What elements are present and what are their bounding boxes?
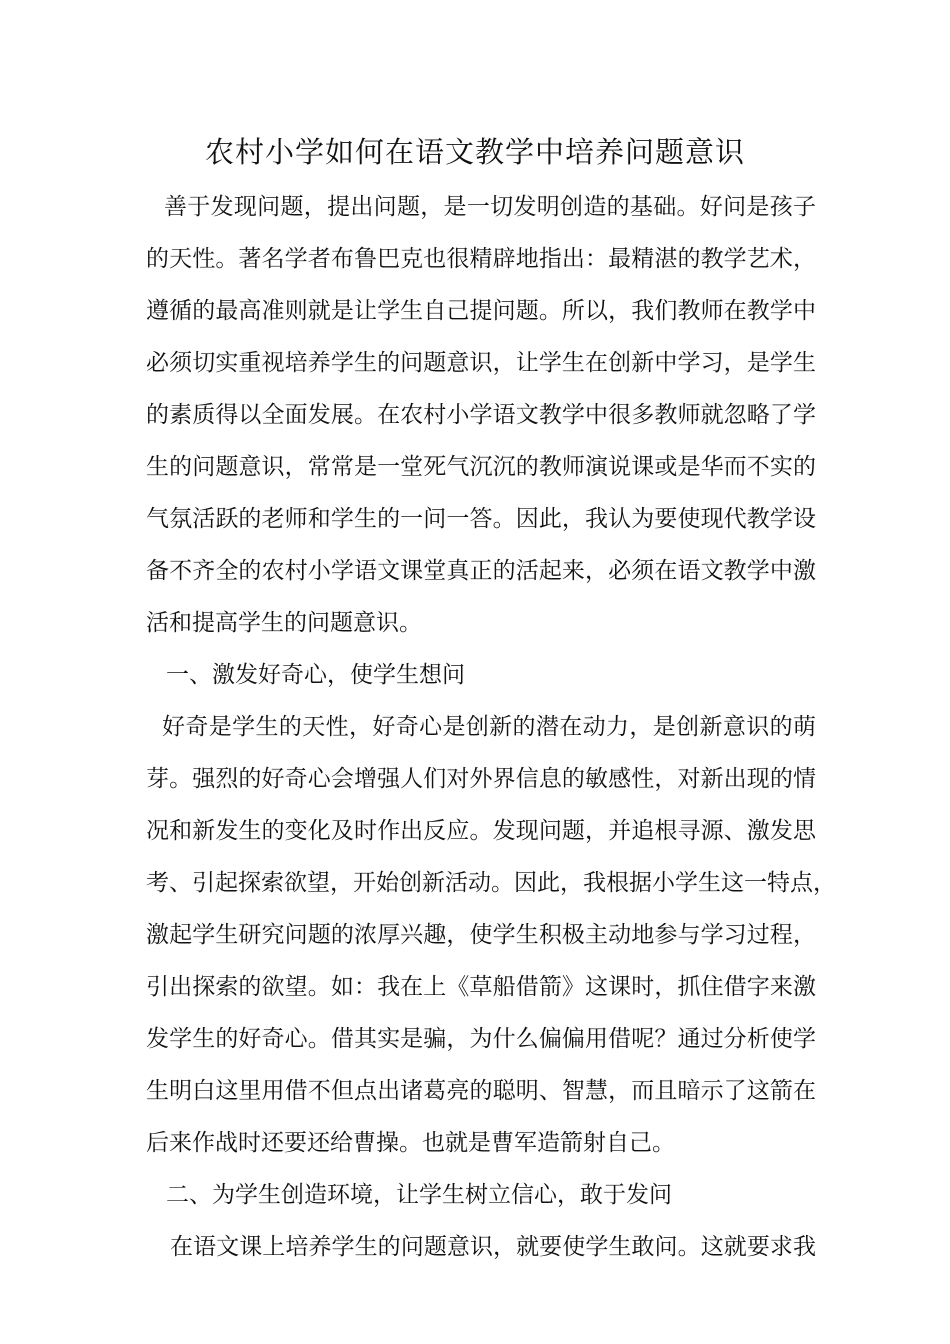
body-line: 后来作战时还要还给曹操。也就是曹军造箭射自己。 [146,1130,675,1156]
body-line: 好奇是学生的天性，好奇心是创新的潜在动力，是创新意识的萌 [162,714,816,740]
body-line: 备不齐全的农村小学语文课堂真正的活起来，必须在语文教学中激 [146,558,816,584]
body-line: 况和新发生的变化及时作出反应。发现问题，并追根寻源、激发思 [146,818,816,844]
document-title: 农村小学如何在语文教学中培养问题意识 [204,135,745,169]
body-line: 遵循的最高准则就是让学生自己提问题。所以，我们教师在教学中 [146,298,816,324]
body-line: 气氛活跃的老师和学生的一问一答。因此，我认为要使现代教学设 [146,506,816,532]
body-line: 生的问题意识，常常是一堂死气沉沉的教师演说课或是华而不实的 [146,454,816,480]
body-line: 引出探索的欲望。如：我在上《草船借箭》这课时，抓住借字来激 [146,974,816,1000]
body-line: 激起学生研究问题的浓厚兴趣，使学生积极主动地参与学习过程， [146,922,816,948]
section-heading: 二、为学生创造环境，让学生树立信心，敢于发问 [166,1182,672,1208]
body-line: 善于发现问题，提出问题，是一切发明创造的基础。好问是孩子 [164,194,816,220]
body-line: 的素质得以全面发展。在农村小学语文教学中很多教师就忽略了学 [146,402,816,428]
body-line: 必须切实重视培养学生的问题意识，让学生在创新中学习，是学生 [146,350,816,376]
body-line: 在语文课上培养学生的问题意识，就要使学生敢问。这就要求我 [170,1234,816,1260]
body-line: 芽。强烈的好奇心会增强人们对外界信息的敏感性，对新出现的情 [146,766,816,792]
section-heading: 一、激发好奇心，使学生想问 [166,662,465,688]
body-line: 发学生的好奇心。借其实是骗，为什么偏偏用借呢？通过分析使学 [146,1026,816,1052]
body-line: 生明白这里用借不但点出诸葛亮的聪明、智慧，而且暗示了这箭在 [146,1078,816,1104]
body-line: 的天性。著名学者布鲁巴克也很精辟地指出：最精湛的教学艺术， [146,246,816,272]
body-line: 考、引起探索欲望，开始创新活动。因此，我根据小学生这一特点， [146,870,836,896]
body-line: 活和提高学生的问题意识。 [146,610,422,636]
document-body [146,181,836,1273]
